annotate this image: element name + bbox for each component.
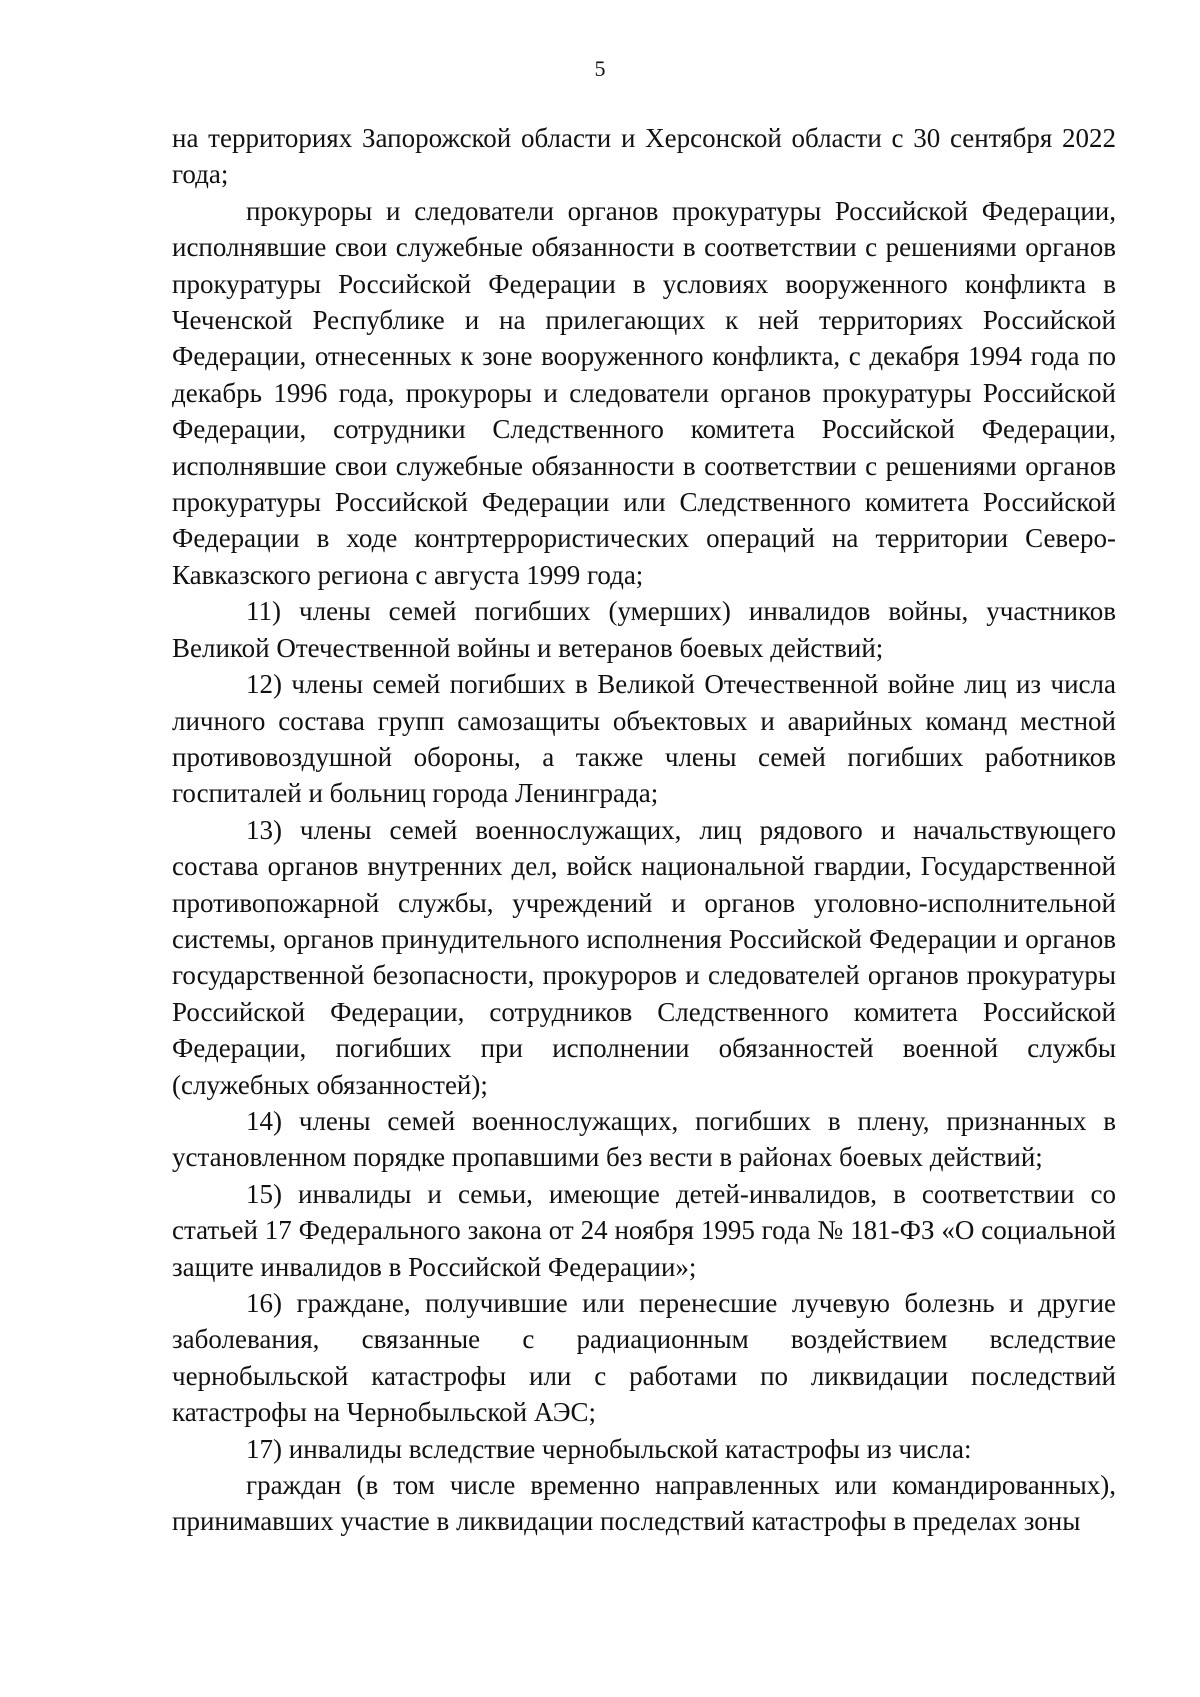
document-body: [172, 120, 1116, 1540]
paragraph-continuation: на территориях Запорожской области и Херсонской области с 30 сентября 2022 года;: [172, 123, 1116, 190]
paragraph-item-17-citizens: граждан (в том числе временно направленных или командированных), принимавших участие в ликвидации последствий катастрофы в пределах зоны: [172, 1470, 1116, 1537]
paragraph-item-12: 12) члены семей погибших в Великой Отечественной войне лиц из числа личного состава групп самозащиты объектовых и аварийных команд местной противовоздушной обороны, а также члены семей погибших работников госпиталей и больниц города Ленинграда;: [172, 669, 1116, 809]
paragraph-item-17: 17) инвалиды вследствие чернобыльской катастрофы из числа:: [246, 1433, 972, 1464]
paragraph-prosecutors: прокуроры и следователи органов прокуратуры Российской Федерации, исполнявшие свои служебные обязанности в соответствии с решениями органов прокуратуры Российской Федерации в условиях вооруженного конфликта в Чеченской Республике и на прилегающих к ней территориях Российской Федерации, отнесенных к зоне вооруженного конфликта, с декабря 1994 года по декабрь 1996 года, прокуроры и следователи органов прокуратуры Российской Федерации, сотрудники Следственного комитета Российской Федерации, исполнявшие свои служебные обязанности в соответствии с решениями органов прокуратуры Российской Федерации или Следственного комитета Российской Федерации в ходе контртеррористических операций на территории Северо-Кавказского региона с августа 1999 года;: [172, 195, 1116, 590]
paragraph-item-16: 16) граждане, получившие или перенесшие лучевую болезнь и другие заболевания, связанные с радиационным воздействием вследствие чернобыльской катастрофы или с работами по ликвидации последствий катастрофы на Чернобыльской АЭС;: [172, 1288, 1116, 1428]
paragraph-item-13: 13) члены семей военнослужащих, лиц рядового и начальствующего состава органов внутренних дел, войск национальной гвардии, Государственной противопожарной службы, учреждений и органов уголовно-исполнительной системы, органов принудительного исполнения Российской Федерации и органов государственной безопасности, прокуроров и следователей органов прокуратуры Российской Федерации, сотрудников Следственного комитета Российской Федерации, погибших при исполнении обязанностей военной службы (служебных обязанностей);: [172, 814, 1116, 1100]
page-number: 5: [594, 56, 606, 81]
paragraph-item-14: 14) члены семей военнослужащих, погибших в плену, признанных в установленном порядке пропавшими без вести в районах боевых действий;: [172, 1105, 1116, 1173]
paragraph-item-11: 11) члены семей погибших (умерших) инвалидов войны, участников Великой Отечественной войны и ветеранов боевых действий;: [172, 596, 1116, 663]
paragraph-item-15: 15) инвалиды и семьи, имеющие детей-инвалидов, в соответствии со статьей 17 Федерального закона от 24 ноября 1995 года № 181-ФЗ «О социальной защите инвалидов в Российской Федерации»;: [172, 1178, 1116, 1282]
